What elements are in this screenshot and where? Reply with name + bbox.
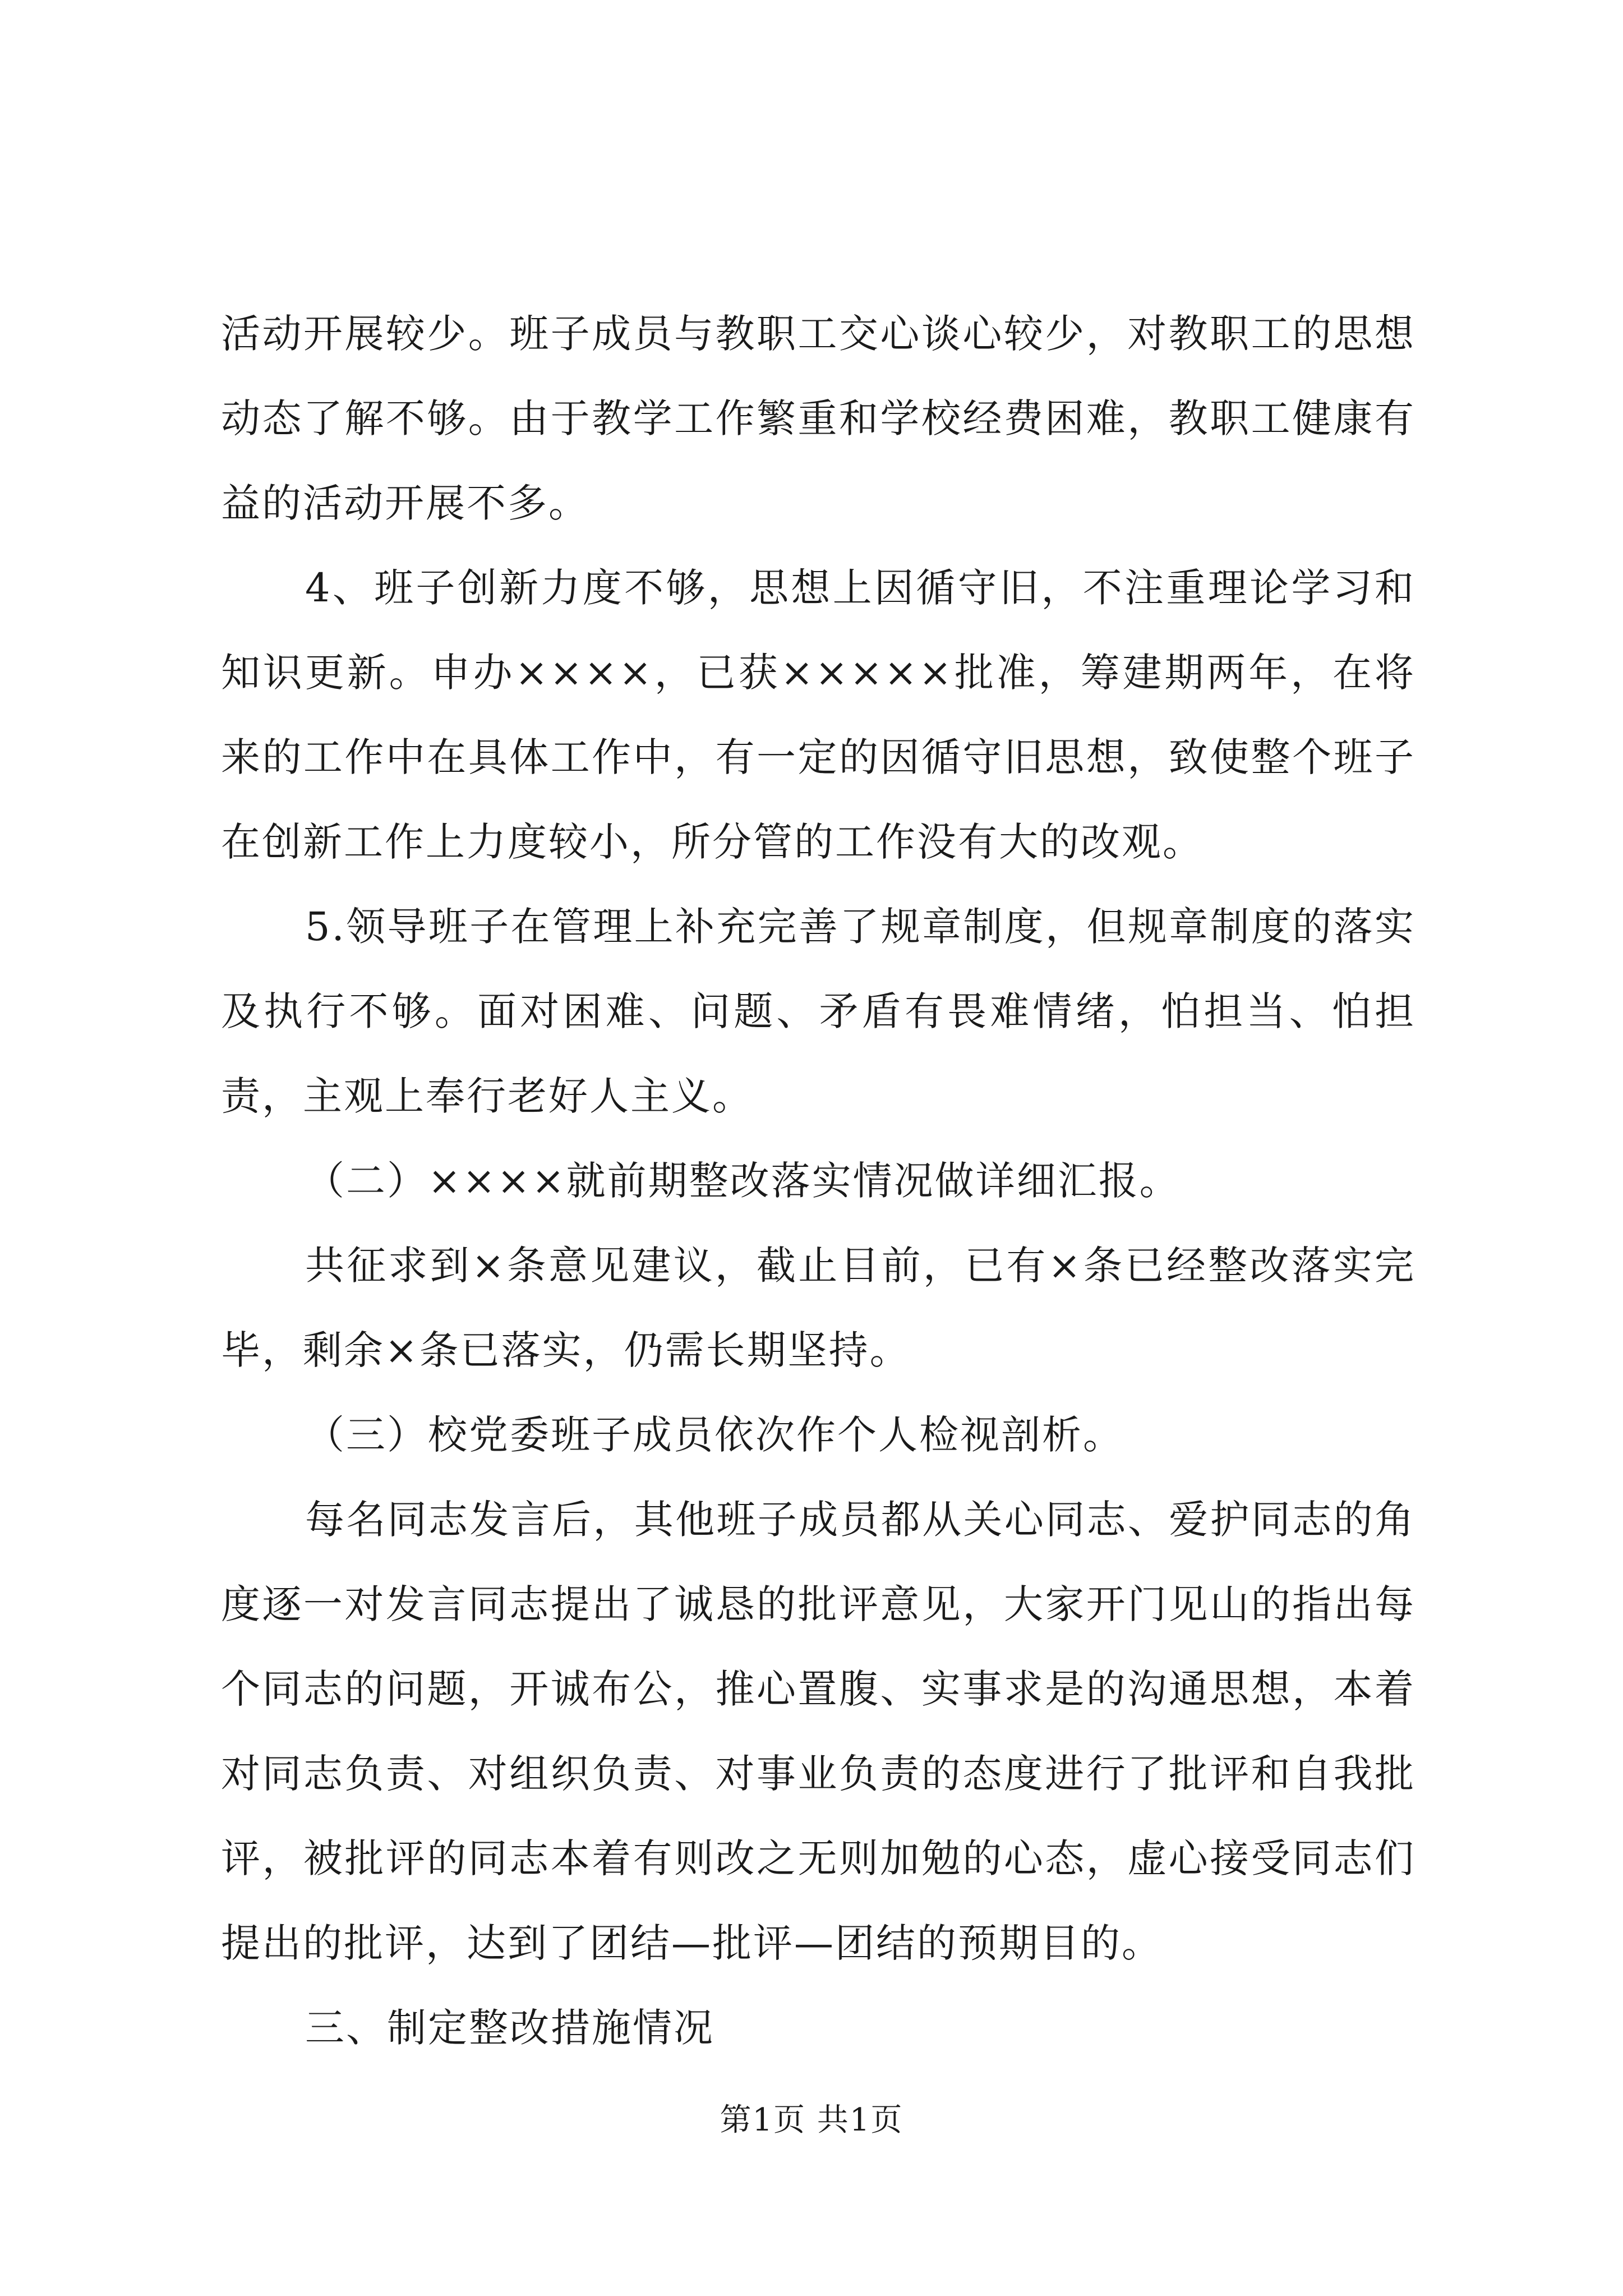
- paragraph-5: 共征求到×条意见建议，截止目前，已有×条已经整改落实完毕，剩余×条已落实，仍需长期坚持。: [221, 1243, 1415, 1373]
- document-body: [221, 292, 1415, 2070]
- paragraph-1: 活动开展较少。班子成员与教职工交心谈心较少，对教职工的思想动态了解不够。由于教学工作繁重和学校经费困难，教职工健康有益的活动开展不多。: [221, 311, 1415, 526]
- page-footer: 第1页 共1页: [720, 2102, 903, 2138]
- paragraph-6: （三）校党委班子成员依次作个人检视剖析。: [305, 1412, 1124, 1458]
- paragraph-8: 三、制定整改措施情况: [305, 2005, 714, 2051]
- paragraph-2: 4、班子创新力度不够，思想上因循守旧，不注重理论学习和知识更新。申办××××，已获×××××批准，筹建期两年，在将来的工作中在具体工作中，有一定的因循守旧思想，致使整个班子在创新工作上力度较小，所分管的工作没有大的改观。: [221, 565, 1415, 865]
- paragraph-7: 每名同志发言后，其他班子成员都从关心同志、爱护同志的角度逐一对发言同志提出了诚恳的批评意见，大家开门见山的指出每个同志的问题，开诚布公，推心置腹、实事求是的沟通思想，本着对同志负责、对组织负责、对事业负责的态度进行了批评和自我批评，被批评的同志本着有则改之无则加勉的心态，虚心接受同志们提出的批评，达到了团结—批评—团结的预期目的。: [221, 1497, 1415, 1966]
- paragraph-4: （二）××××就前期整改落实情况做详细汇报。: [305, 1158, 1181, 1204]
- paragraph-3: 5.领导班子在管理上补充完善了规章制度，但规章制度的落实及执行不够。面对困难、问题、矛盾有畏难情绪，怕担当、怕担责，主观上奉行老好人主义。: [221, 904, 1415, 1119]
